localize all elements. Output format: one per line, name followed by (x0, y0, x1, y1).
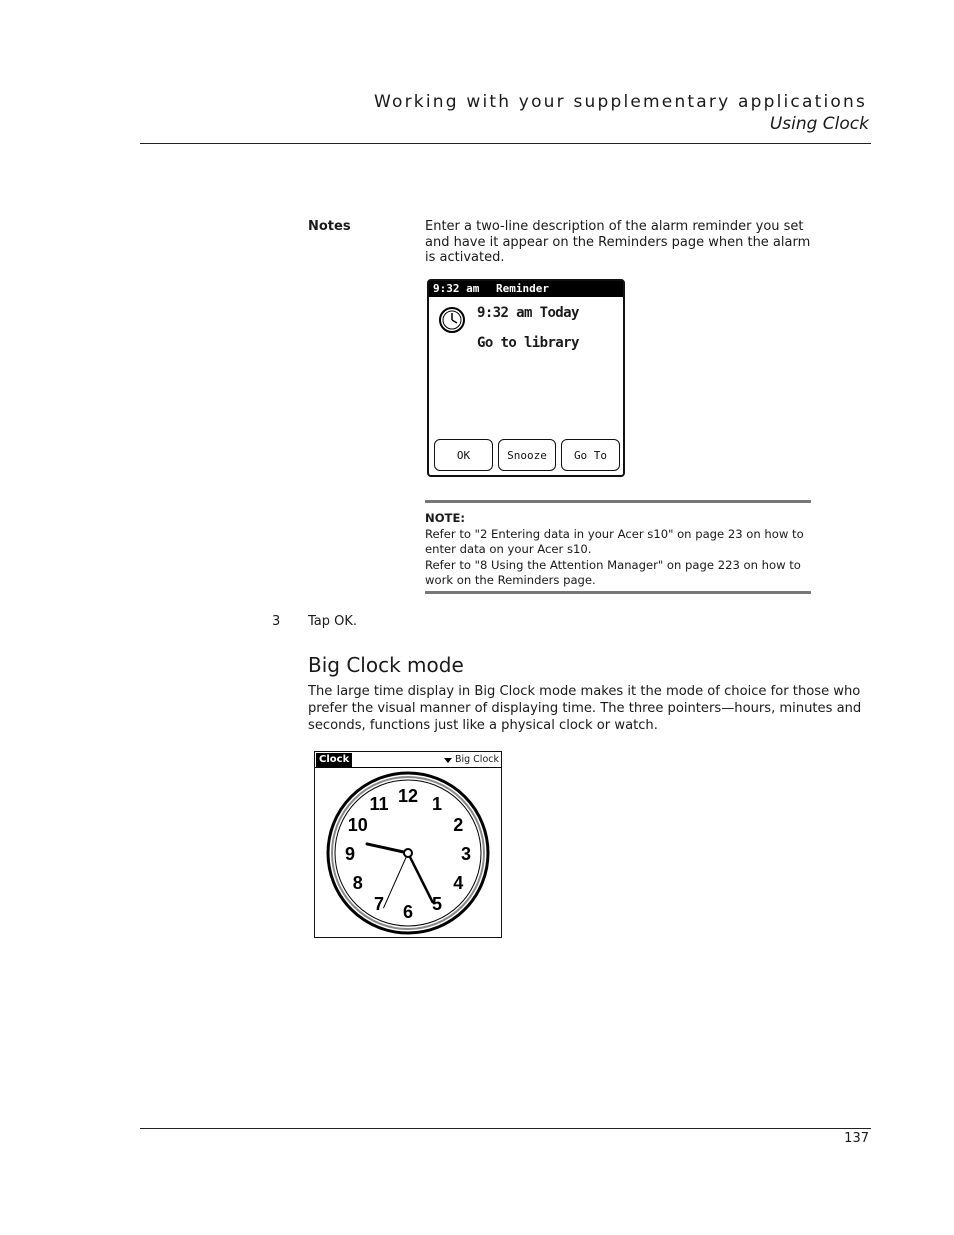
big-clock-screenshot (314, 751, 502, 938)
clock-numeral-11: 11 (369, 793, 389, 814)
note-box (425, 500, 811, 594)
clock-numeral-10: 10 (347, 815, 368, 835)
step-text: Tap OK. (308, 614, 358, 629)
clock-numeral-8: 8 (352, 873, 363, 893)
ok-button[interactable]: OK (434, 439, 493, 471)
mode-dropdown[interactable] (444, 753, 499, 767)
clock-numeral-12: 12 (397, 786, 419, 806)
reminder-description-text: Go to library (477, 335, 579, 351)
dropdown-triangle-icon (444, 758, 452, 763)
go-to-button[interactable]: Go To (561, 439, 620, 471)
clock-center-pin (404, 849, 412, 857)
clock-numeral-9: 9 (344, 844, 356, 864)
section-paragraph: The large time display in Big Clock mode makes it the mode of choice for those who prefer the visual manner of displaying time. The three pointers—hours, minutes and seconds, functions just like a physical clock or watch. (308, 684, 862, 733)
header-rule (140, 143, 871, 144)
reminder-title-bar (429, 281, 623, 297)
clock-numeral-1: 1 (431, 793, 443, 814)
reminder-title-label: Reminder (496, 282, 549, 295)
footer-rule (140, 1128, 871, 1129)
snooze-button[interactable]: Snooze (498, 439, 556, 471)
reminder-time-text: 9:32 am Today (477, 305, 579, 321)
note-label: NOTE: (425, 511, 466, 525)
title-bar-rule (315, 767, 501, 768)
clock-numeral-7: 7 (373, 894, 385, 915)
note-reference-2: Refer to "8 Using the Attention Manager" on page 223 on how to work on the Reminders page. (425, 557, 801, 587)
note-reference-1: Refer to "2 Entering data in your Acer s10" on page 23 on how to enter data on your Acer s10. (425, 526, 804, 556)
step-number: 3 (272, 614, 281, 629)
analog-clock-face (325, 771, 491, 935)
clock-app-title: Clock (316, 753, 352, 767)
clock-numeral-3: 3 (460, 844, 472, 864)
chapter-title: Working with your supplementary applications (374, 92, 867, 112)
mode-dropdown-label: Big Clock (454, 754, 499, 765)
reminder-title-time: 9:32 am (433, 282, 480, 295)
alarm-clock-icon (438, 306, 466, 334)
section-subtitle: Using Clock (769, 114, 869, 134)
clock-numeral-5: 5 (431, 894, 443, 915)
clock-numeral-2: 2 (453, 815, 464, 835)
reminder-screenshot (427, 279, 625, 477)
clock-numeral-4: 4 (453, 873, 464, 893)
notes-description: Enter a two-line description of the alarm reminder you set and have it appear on the Reminders page when the alarm is activated. (425, 219, 811, 265)
section-heading: Big Clock mode (308, 653, 464, 677)
notes-label: Notes (308, 219, 351, 234)
clock-numeral-6: 6 (402, 902, 414, 922)
page-number: 137 (844, 1131, 869, 1146)
